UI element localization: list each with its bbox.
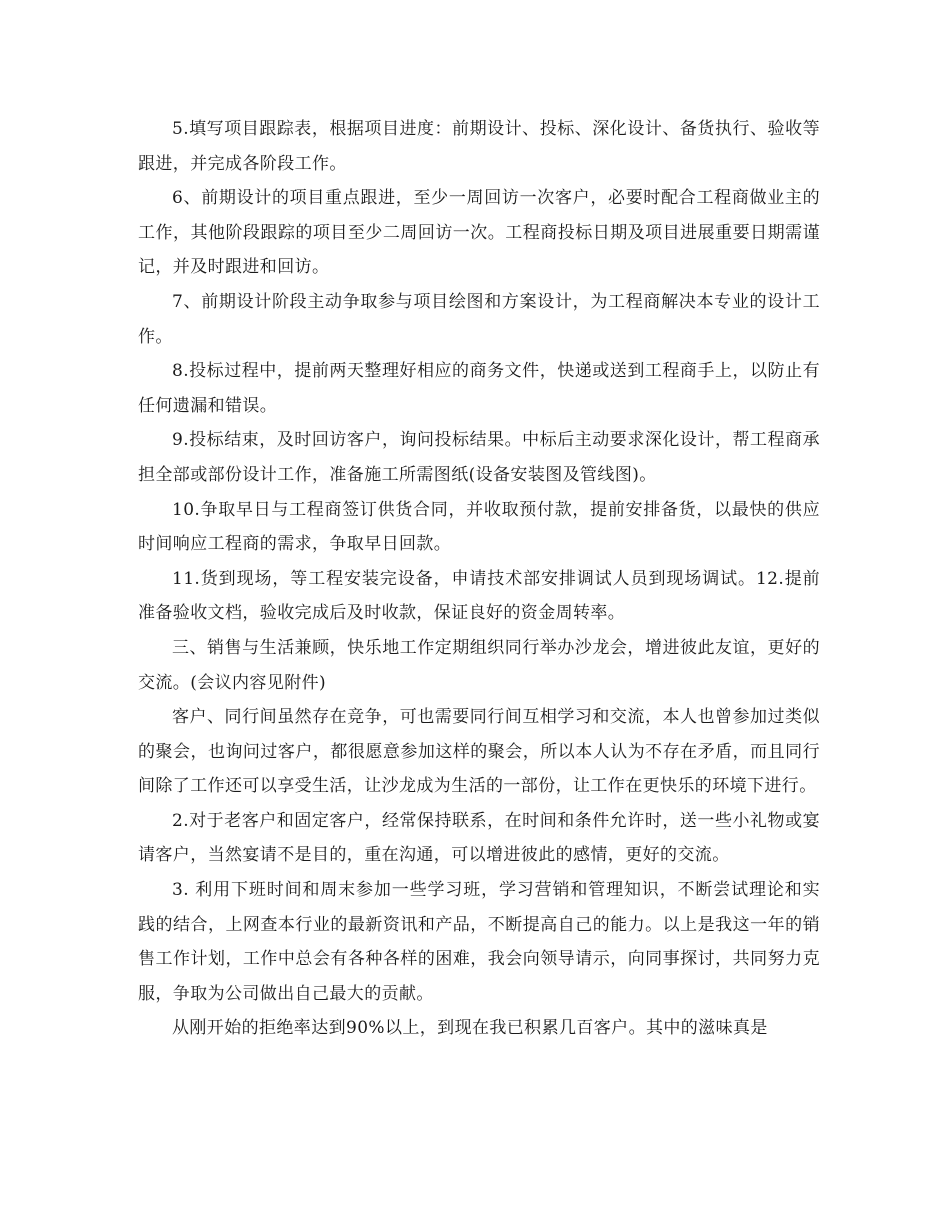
paragraph-item-5: 5.填写项目跟踪表，根据项目进度：前期设计、投标、深化设计、备货执行、验收等跟进，并完成各阶段工作。 xyxy=(138,119,820,174)
paragraph-item-9: 9.投标结束，及时回访客户，询问投标结果。中标后主动要求深化设计，帮工程商承担全部或部份设计工作，准备施工所需图纸(设备安装图及管线图)。 xyxy=(138,430,820,485)
paragraph-item-10: 10.争取早日与工程商签订供货合同，并收取预付款，提前安排备货，以最快的供应时间响应工程商的需求，争取早日回款。 xyxy=(138,499,820,555)
paragraph-item-3: 3. 利用下班时间和周末参加一些学习班，学习营销和管理知识，不断尝试理论和实践的结合，上网查本行业的最新资讯和产品，不断提高自己的能力。以上是我这一年的销售工作计划，工作中总会有各种各样的困难，我会向领导请示，向同事探讨，共同努力克服，争取为公司做出自己最大的贡献。 xyxy=(138,880,820,1004)
paragraph-closing: 从刚开始的拒绝率达到90%以上，到现在我已积累几百客户。其中的滋味真是 xyxy=(172,1018,768,1039)
paragraph-item-8: 8.投标过程中，提前两天整理好相应的商务文件，快递或送到工程商手上，以防止有任何遗漏和错误。 xyxy=(138,361,820,416)
paragraph-item-6: 6、前期设计的项目重点跟进，至少一周回访一次客户，必要时配合工程商做业主的工作，其他阶段跟踪的项目至少二周回访一次。工程商投标日期及项目进展重要日期需谨记，并及时跟进和回访。 xyxy=(138,188,820,278)
paragraph-item-2: 2.对于老客户和固定客户，经常保持联系，在时间和条件允许时，送一些小礼物或宴请客户，当然宴请不是目的，重在沟通，可以增进彼此的感情，更好的交流。 xyxy=(138,810,820,866)
paragraph-item-7: 7、前期设计阶段主动争取参与项目绘图和方案设计，为工程商解决本专业的设计工作。 xyxy=(138,291,820,347)
paragraph-item-11: 11.货到现场，等工程安装完设备，申请技术部安排调试人员到现场调试。12.提前准备验收文档，验收完成后及时收款，保证良好的资金周转率。 xyxy=(138,568,820,624)
paragraph-peer-exchange: 客户、同行间虽然存在竞争，可也需要同行间互相学习和交流，本人也曾参加过类似的聚会，也询问过客户，都很愿意参加这样的聚会，所以本人认为不存在矛盾，而且同行间除了工作还可以享受生活，让沙龙成为生活的一部份，让工作在更快乐的环境下进行。 xyxy=(138,707,820,797)
section-heading-three: 三、销售与生活兼顾，快乐地工作定期组织同行举办沙龙会，增进彼此友谊，更好的交流。(会议内容见附件) xyxy=(138,637,820,693)
document-body xyxy=(138,112,820,1046)
